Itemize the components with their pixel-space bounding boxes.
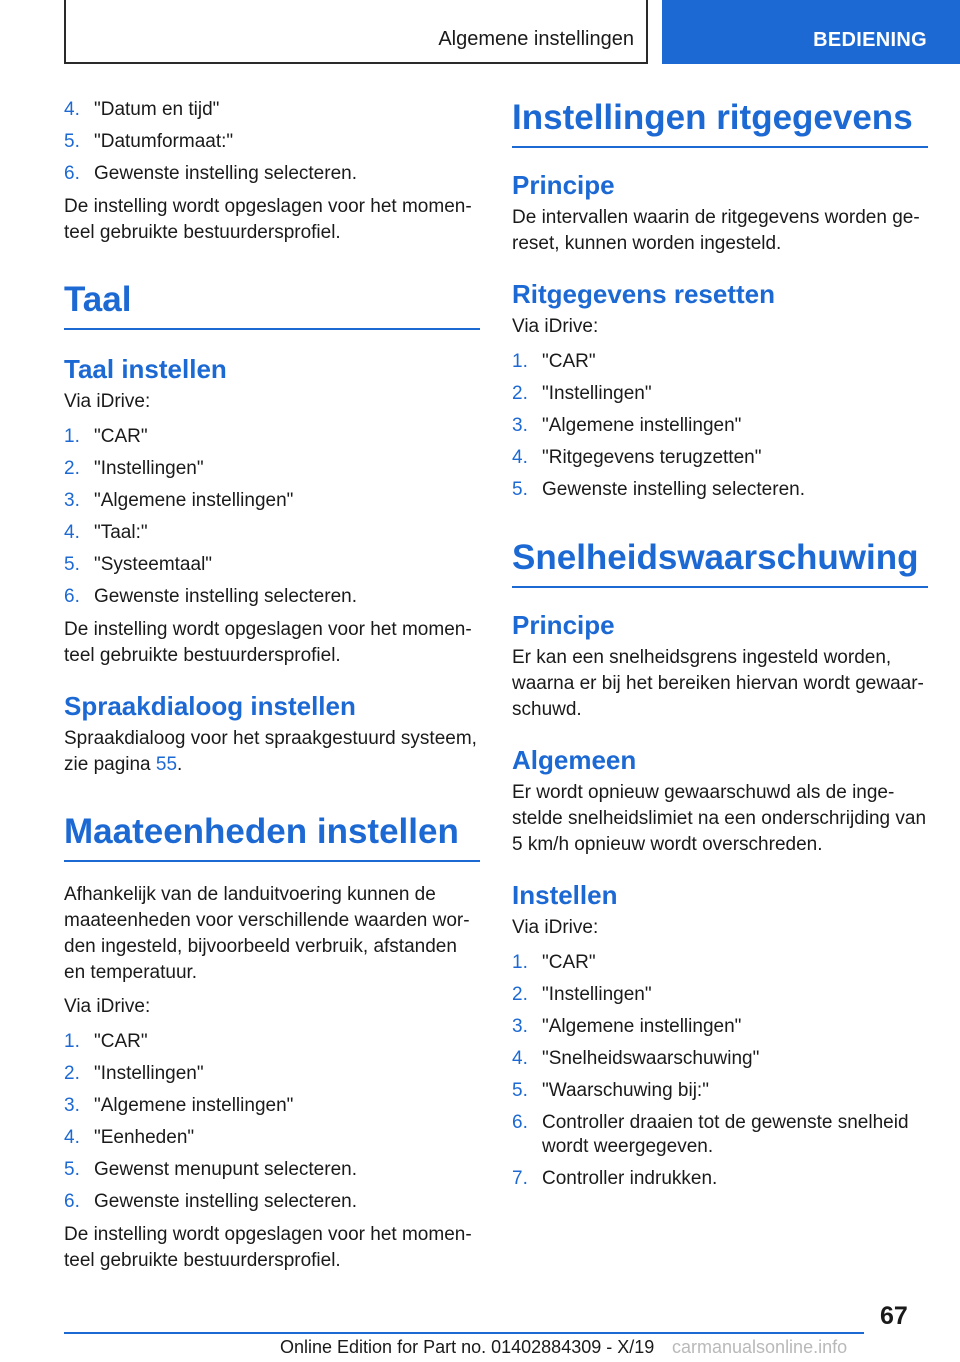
list-item: [512, 414, 928, 438]
step-number: 5.: [64, 1159, 80, 1180]
step-number: 2.: [64, 458, 80, 479]
page-reference-link[interactable]: 55: [155, 754, 178, 775]
step-text: Gewenst menupunt selecteren.: [94, 1159, 357, 1180]
step-number: 6.: [512, 1112, 528, 1133]
step-number: 3.: [512, 415, 528, 436]
list-item: [64, 521, 480, 545]
maateenheden-heading: Maateenheden instellen: [64, 812, 480, 862]
list-item: [512, 951, 928, 975]
list-item: [512, 983, 928, 1007]
list-item: [64, 162, 480, 186]
step-number: 6.: [64, 586, 80, 607]
instellen-heading: Instellen: [512, 880, 618, 910]
step-text: "Algemene instellingen": [94, 490, 294, 511]
right-column: [512, 98, 928, 1199]
snelheid-principe-heading: Principe: [512, 610, 615, 640]
step-text: "Ritgegevens terugzetten": [542, 447, 762, 468]
date-steps-list: [64, 98, 480, 186]
list-item: [64, 489, 480, 513]
list-item: [64, 1158, 480, 1182]
step-number: 4.: [64, 522, 80, 543]
step-text: "Datum en tijd": [94, 99, 220, 120]
step-number: 1.: [64, 426, 80, 447]
step-text: "Eenheden": [94, 1127, 195, 1148]
taal-instellen-heading: Taal instellen: [64, 354, 227, 384]
list-item: [512, 1047, 928, 1071]
step-text: "Datumformaat:": [94, 131, 234, 152]
list-item: [64, 1062, 480, 1086]
ritgegevens-resetten-heading: Ritgegevens resetten: [512, 279, 775, 309]
step-text: "CAR": [94, 426, 148, 447]
list-item: [64, 1094, 480, 1118]
step-text: "CAR": [94, 1031, 148, 1052]
list-item: [512, 1111, 928, 1159]
algemeen-heading: Algemeen: [512, 745, 637, 775]
list-item: [512, 1015, 928, 1039]
step-number: 4.: [512, 1048, 528, 1069]
step-text: Gewenste instelling selecteren.: [94, 1191, 357, 1212]
taal-note: De instelling wordt opgeslagen voor het momen-teel gebruikte bestuurdersprofiel.: [64, 619, 472, 666]
list-item: [64, 1190, 480, 1214]
footer-divider: [64, 1332, 864, 1334]
list-item: [64, 1030, 480, 1054]
header-section-box: [64, 0, 648, 64]
step-number: 1.: [64, 1031, 80, 1052]
list-item: [512, 446, 928, 470]
maateenheden-note: De instelling wordt opgeslagen voor het momen-teel gebruikte bestuurdersprofiel.: [64, 1224, 472, 1271]
step-number: 3.: [64, 490, 80, 511]
step-number: 1.: [512, 351, 528, 372]
step-text: Gewenste instelling selecteren.: [94, 586, 357, 607]
header-chapter-tab: [662, 0, 960, 64]
maateenheden-via: Via iDrive:: [64, 996, 151, 1017]
ritgegevens-steps-list: [512, 350, 928, 502]
snelheidswaarschuwing-heading: Snelheidswaarschuwing: [512, 538, 928, 588]
step-number: 2.: [64, 1063, 80, 1084]
step-text: Controller indrukken.: [542, 1168, 718, 1189]
step-number: 5.: [512, 1080, 528, 1101]
list-item: [512, 1167, 928, 1191]
step-text: Gewenste instelling selecteren.: [542, 479, 805, 500]
step-number: 1.: [512, 952, 528, 973]
step-number: 5.: [512, 479, 528, 500]
step-number: 4.: [64, 99, 80, 120]
step-text: Controller draaien tot de gewenste snelheid wordt weergegeven.: [542, 1112, 909, 1157]
list-item: [64, 130, 480, 154]
step-text: "Systeemtaal": [94, 554, 213, 575]
list-item: [512, 478, 928, 502]
taal-via: Via iDrive:: [64, 391, 151, 412]
step-text: "Algemene instellingen": [94, 1095, 294, 1116]
ritgegevens-principe-para: De intervallen waarin de ritgegevens worden ge-reset, kunnen worden ingesteld.: [512, 207, 920, 254]
list-item: [64, 585, 480, 609]
left-column: [64, 98, 480, 1282]
step-number: 2.: [512, 383, 528, 404]
maateenheden-para: Afhankelijk van de landuitvoering kunnen de maateenheden voor verschillende waarden wor-den ingesteld, bijvoorbeeld verbruik, afstanden en temperatuur.: [64, 884, 470, 983]
list-item: [512, 382, 928, 406]
step-number: 7.: [512, 1168, 528, 1189]
maateenheden-steps-list: [64, 1030, 480, 1214]
step-text: "CAR": [542, 952, 596, 973]
step-text: "Algemene instellingen": [542, 415, 742, 436]
step-number: 4.: [512, 447, 528, 468]
step-text: "Instellingen": [542, 984, 652, 1005]
step-number: 3.: [512, 1016, 528, 1037]
taal-heading: Taal: [64, 280, 480, 330]
date-note: De instelling wordt opgeslagen voor het momen-teel gebruikte bestuurdersprofiel.: [64, 196, 472, 243]
list-item: [512, 350, 928, 374]
step-text: "Instellingen": [94, 458, 204, 479]
spraakdialoog-para: [64, 726, 480, 778]
spraakdialoog-period: .: [177, 754, 183, 775]
list-item: [64, 553, 480, 577]
step-number: 5.: [64, 131, 80, 152]
step-number: 6.: [64, 1191, 80, 1212]
spraakdialoog-text: Spraakdialoog voor het spraakgestuurd systeem, zie pagina: [64, 728, 477, 775]
step-text: Gewenste instelling selecteren.: [94, 163, 357, 184]
step-number: 5.: [64, 554, 80, 575]
instellen-via: Via iDrive:: [512, 917, 599, 938]
step-text: "Instellingen": [94, 1063, 204, 1084]
snelheid-principe-para: Er kan een snelheidsgrens ingesteld worden, waarna er bij het bereiken hiervan wordt gewaar-schuwd.: [512, 647, 924, 720]
snelheid-steps-list: [512, 951, 928, 1191]
algemeen-para: Er wordt opnieuw gewaarschuwd als de inge-stelde snelheidslimiet na een onderschrijding van 5 km/h opnieuw wordt overschreden.: [512, 782, 927, 855]
step-text: "Waarschuwing bij:": [542, 1080, 709, 1101]
header-chapter-label: BEDIENING: [813, 29, 927, 51]
step-number: 2.: [512, 984, 528, 1005]
step-text: "CAR": [542, 351, 596, 372]
list-item: [64, 1126, 480, 1150]
ritgegevens-principe-heading: Principe: [512, 170, 615, 200]
step-number: 6.: [64, 163, 80, 184]
list-item: [64, 98, 480, 122]
list-item: [512, 1079, 928, 1103]
step-number: 3.: [64, 1095, 80, 1116]
spraakdialoog-heading: Spraakdialoog instellen: [64, 691, 356, 721]
step-number: 4.: [64, 1127, 80, 1148]
ritgegevens-via: Via iDrive:: [512, 316, 599, 337]
footer-edition: Online Edition for Part no. 01402884309 - X/19: [280, 1337, 655, 1357]
taal-steps-list: [64, 425, 480, 609]
list-item: [64, 457, 480, 481]
footer-watermark: carmanualsonline.info: [672, 1337, 848, 1357]
step-text: "Instellingen": [542, 383, 652, 404]
ritgegevens-heading: Instellingen ritgegevens: [512, 98, 928, 148]
page-number: 67: [880, 1302, 908, 1330]
step-text: "Taal:": [94, 522, 148, 543]
header-section-title: Algemene instellingen: [438, 28, 634, 50]
list-item: [64, 425, 480, 449]
step-text: "Algemene instellingen": [542, 1016, 742, 1037]
step-text: "Snelheidswaarschuwing": [542, 1048, 760, 1069]
